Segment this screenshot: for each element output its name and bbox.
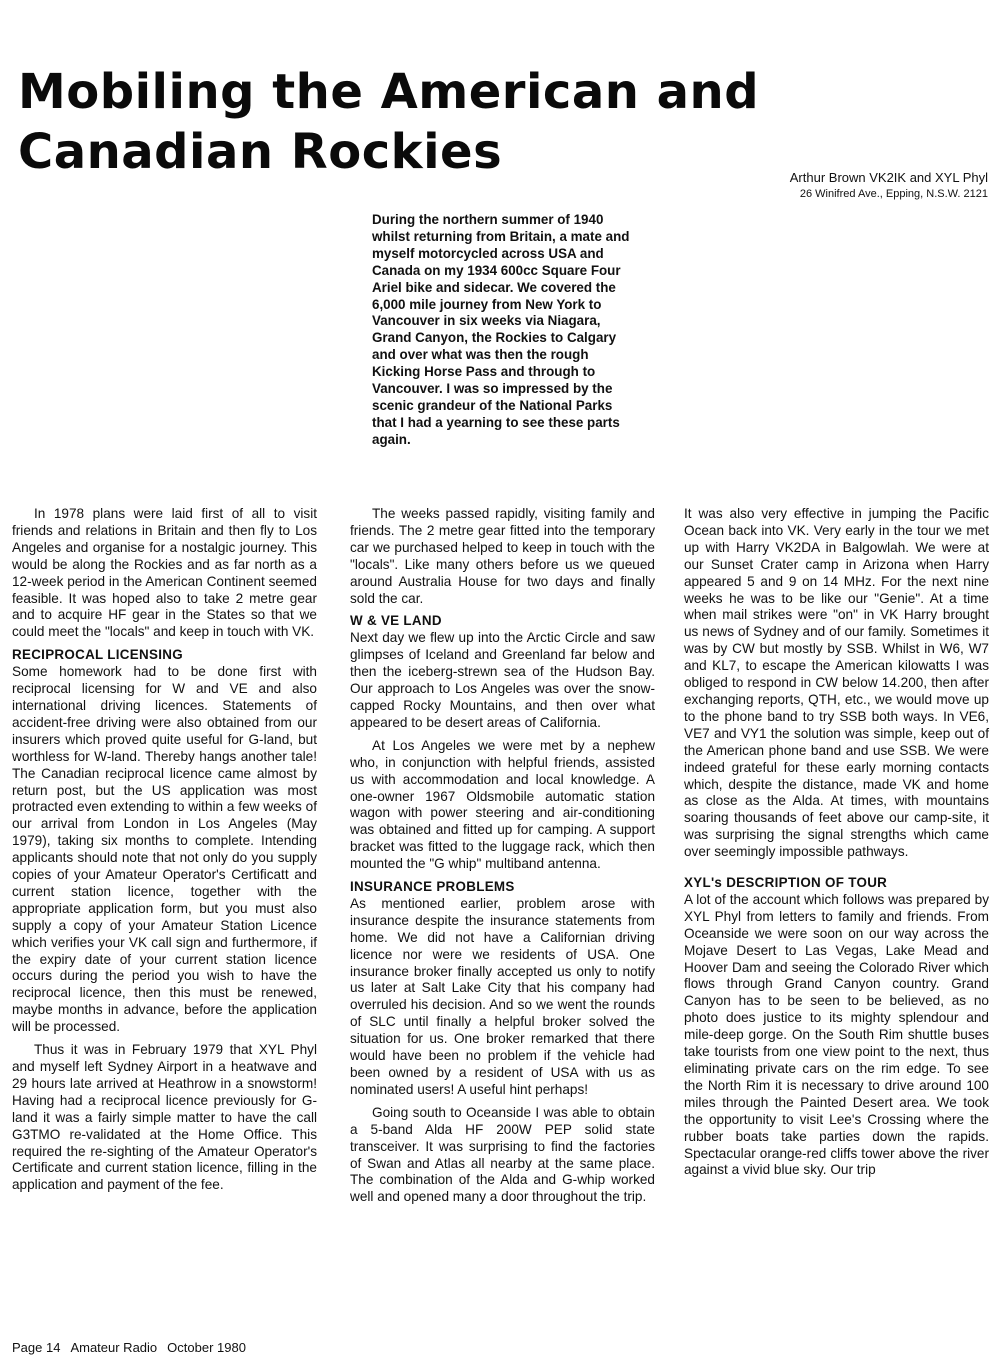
byline	[790, 170, 988, 202]
column-3	[684, 506, 989, 1179]
paragraph: At Los Angeles we were met by a nephew who, in conjunction with helpful friends, assisted us with accommodation and local knowledge. A one-owner 1967 Oldsmobile automatic station wagon with power steering and air-conditioning was obtained and fitted up for camping. A support bracket was fitted to the luggage rack, which then mounted the "G whip" multiband antenna.	[350, 737, 655, 872]
intro-paragraph: During the northern summer of 1940 whilst returning from Britain, a mate and myself motorcycled across USA and Canada on my 1934 600cc Square Four Ariel bike and sidecar. We covered the 6,000 mile journey from New York to Vancouver in six weeks via Niagara, Grand Canyon, the Rockies to Calgary and over what was then the rough Kicking Horse Pass and through to Vancouver. I was so impressed by the scenic grandeur of the National Parks that I had a yearning to see these parts again.	[372, 212, 630, 447]
title-line-1: Mobiling the American and	[18, 64, 760, 120]
paragraph: A lot of the account which follows was prepared by XYL Phyl from letters to family and friends. From Oceanside we were soon on our way across the Mojave Desert to Las Vegas, Lake Mead and Hoover Dam and seeing the Colorado River which flows through Grand Canyon country. Grand Canyon has to be seen to be believed, as no photo does justice to its mighty splendour and mile-deep gorge. On the South Rim shuttle buses take tourists from one view point to the next, thus eliminating private cars on the rim edge. To see the North Rim it is necessary to drive around 100 miles through the Painted Desert area. We took the opportunity to visit Lee's Crossing where the rubber boats take parties down the rapids. Spectacular orange-red cliffs tower above the river against a vivid blue sky. Our trip	[684, 891, 989, 1178]
article-title	[18, 62, 978, 182]
author: Arthur Brown VK2IK and XYL Phyl	[789, 170, 988, 185]
section-heading-insurance-problems: INSURANCE PROBLEMS	[350, 879, 515, 895]
section-heading-reciprocal-licensing: RECIPROCAL LICENSING	[12, 647, 183, 663]
title-line-2: Canadian Rockies	[18, 124, 503, 180]
column-2	[350, 506, 655, 1206]
page-footer	[12, 1340, 256, 1356]
paragraph: The weeks passed rapidly, visiting family and friends. The 2 metre gear fitted into the temporary car we purchased helped to keep in touch with the "locals". Like many others before us we queued around Australia House for two days and finally sold the car.	[350, 506, 655, 606]
paragraph: Some homework had to be done first with reciprocal licensing for W and VE and also international driving licences. Statements of accident-free driving were also obtained from our insurers which proved quite useful for G-land, but worthless for W-land. Thereby hangs another tale! The Canadian reciprocal licence came almost by return post, but the US application was most protracted even extending to within a few weeks of our arrival from London in Los Angeles (May 1979), taking six months to complete. Intending applicants should note that not only do you supply copies of your Amateur Operator's Certificatt and current station licence, together with the appropriate application form, but you must also supply a copy of your Amateur Station Licence which verifies your VK call sign and furthermore, if the expiry date of your current station licence occurs during the period you wish to have the reciprocal licence, then this must be renewed, maybe months in advance, before the application will be processed.	[12, 664, 317, 1035]
paragraph: Next day we flew up into the Arctic Circle and saw glimpses of Iceland and Greenland far below and then the iceberg-strewn sea of the Hudson Bay. Our approach to Los Angeles was over the snow-capped Rocky Mountains, and then over what appeared to be desert areas of California.	[350, 630, 655, 730]
issue-date: October 1980	[167, 1340, 246, 1355]
page-number: Page 14	[12, 1340, 61, 1355]
section-heading-w-ve-land: W & VE LAND	[350, 613, 442, 629]
column-1	[12, 506, 317, 1194]
publication-name: Amateur Radio	[70, 1340, 158, 1355]
author-address: 26 Winifred Ave., Epping, N.S.W. 2121	[799, 188, 988, 200]
paragraph: As mentioned earlier, problem arose with insurance despite the insurance statements from home. We did not have a Californian driving licence nor were we residents of USA. One insurance broker finally accepted us only to notify us later at Salt Lake City that his company had overruled his decision. And so we went the rounds of SLC until finally a helpful broker solved the situation for us. One broker remarked that there would have been no problem if the vehicle had been owned by a resident of USA with us as nominated users! A useful hint perhaps!	[350, 895, 655, 1097]
paragraph: Thus it was in February 1979 that XYL Phyl and myself left Sydney Airport in a heatwave and 29 hours late arrived at Heathrow in a snowstorm! Having had a reciprocal licence previously for G-land it was a fairly simple matter to have the call G3TMO re-validated at the Home Office. This required the re-sighting of the Amateur Operator's Certificate and current station licence, filling in the application and payment of the fee.	[12, 1042, 317, 1193]
paragraph: Going south to Oceanside I was able to obtain a 5-band Alda HF 200W PEP solid state transceiver. It was surprising to find the factories of Swan and Atlas all nearby at the same place. The combination of the Alda and G-whip worked well and opened many a door throughout the trip.	[350, 1104, 655, 1205]
section-heading-xyl-description: XYL's DESCRIPTION OF TOUR	[684, 875, 888, 891]
paragraph: In 1978 plans were laid first of all to visit friends and relations in Britain and then fly to Los Angeles and organise for a nostalgic journey. This would be along the Rockies and as far north as a 12-week period in the American Continent seemed feasible. It was hoped also to take 2 metre gear and to acquire HF gear in the States so that we could meet the "locals" and keep in touch with VK.	[12, 506, 317, 640]
paragraph: It was also very effective in jumping the Pacific Ocean back into VK. Very early in the tour we met up with Harry VK2DA in Balgowlah. We were at our Sunset Crater camp in Arizona when Harry appeared 5 and 9 on 14 MHz. For the next nine weeks he was to be like our "Genie". At a time when mail strikes were "on" in VK Harry brought us news of Sydney and of our family. Sometimes it was by CW but mostly by SSB. Whilst in W6, W7 and KL7, to escape the American kilowatts I was obliged to respond in CW below 14.200, then after exchanging reports, QTH, etc., we would move up to the phone band to try SSB both ways. In VE6, VE7 and VY1 the solution was simple, keep out of the American phone band and use SSB. We were indeed grateful for these early morning contacts which, despite the distance, made VK and home as close as the Alda. At times, with mountains soaring thousands of feet above our camp-site, it was surprising the signal strengths which came over seemingly impossible pathways.	[684, 506, 989, 860]
